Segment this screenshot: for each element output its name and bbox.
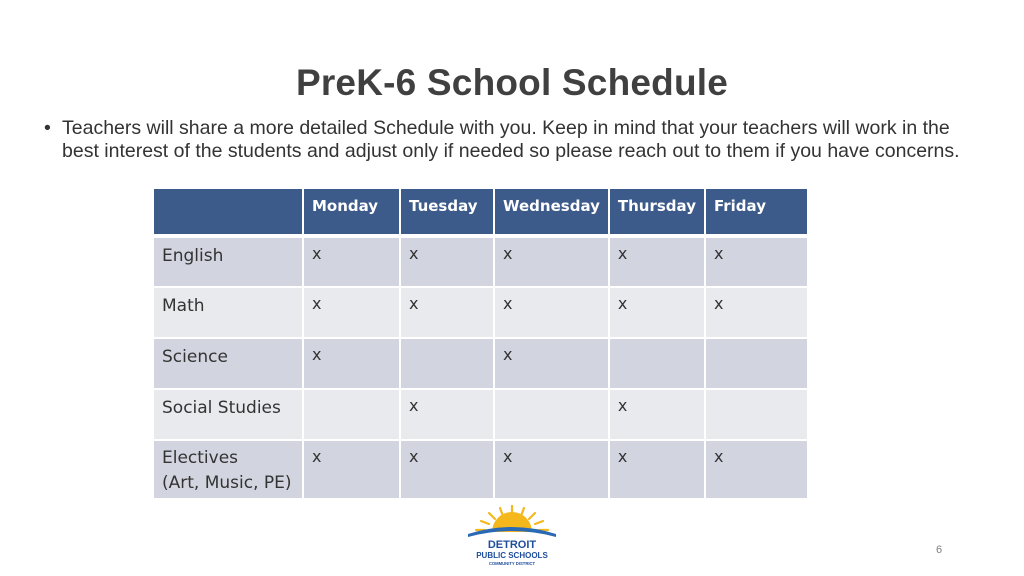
mark-cell: x — [609, 440, 705, 499]
mark-cell — [705, 389, 808, 440]
page-number: 6 — [936, 544, 943, 556]
subject-cell: Math — [153, 287, 303, 338]
subject-cell: Social Studies — [153, 389, 303, 440]
mark-cell: x — [494, 338, 609, 389]
header-monday: Monday — [303, 188, 400, 236]
subject-cell: English — [153, 236, 303, 287]
mark-cell: x — [609, 236, 705, 287]
header-friday: Friday — [705, 188, 808, 236]
header-wednesday: Wednesday — [494, 188, 609, 236]
table-row — [153, 338, 808, 389]
header-corner — [153, 188, 303, 236]
mark-cell: x — [303, 236, 400, 287]
logo-line1: DETROIT — [487, 539, 537, 551]
mark-cell: x — [609, 287, 705, 338]
bullet-point — [44, 117, 974, 163]
bullet-text: Teachers will share a more detailed Schedule with you. Keep in mind that your teachers will work in the best interest of the students and adjust only if needed so please reach out to them if you have concerns. — [62, 117, 960, 162]
mark-cell: x — [400, 287, 494, 338]
header-tuesday: Tuesday — [400, 188, 494, 236]
subject-cell: Science — [153, 338, 303, 389]
mark-cell: x — [400, 236, 494, 287]
table-row — [153, 287, 808, 338]
mark-cell: x — [705, 287, 808, 338]
mark-cell — [609, 338, 705, 389]
logo-line2: PUBLIC SCHOOLS — [476, 551, 548, 560]
mark-cell: x — [303, 440, 400, 499]
mark-cell: x — [609, 389, 705, 440]
mark-cell: x — [494, 287, 609, 338]
subject-label: Electives — [162, 448, 239, 468]
table-header-row — [153, 188, 808, 236]
mark-cell — [494, 389, 609, 440]
mark-cell: x — [494, 440, 609, 499]
subject-cell — [153, 440, 303, 499]
mark-cell: x — [400, 440, 494, 499]
logo-line3: COMMUNITY DISTRICT — [488, 561, 536, 566]
mark-cell: x — [303, 338, 400, 389]
slide-title: PreK-6 School Schedule — [295, 62, 729, 103]
district-logo — [462, 500, 562, 568]
mark-cell — [303, 389, 400, 440]
mark-cell: x — [705, 236, 808, 287]
table-row — [153, 440, 808, 499]
mark-cell: x — [705, 440, 808, 499]
mark-cell: x — [303, 287, 400, 338]
mark-cell: x — [400, 389, 494, 440]
schedule-table — [152, 187, 809, 500]
subject-note: (Art, Music, PE) — [162, 473, 292, 493]
bullet-marker: • — [44, 117, 51, 139]
header-thursday: Thursday — [609, 188, 705, 236]
mark-cell — [400, 338, 494, 389]
table-row — [153, 236, 808, 287]
sun-icon — [468, 506, 556, 537]
table-row — [153, 389, 808, 440]
mark-cell — [705, 338, 808, 389]
mark-cell: x — [494, 236, 609, 287]
